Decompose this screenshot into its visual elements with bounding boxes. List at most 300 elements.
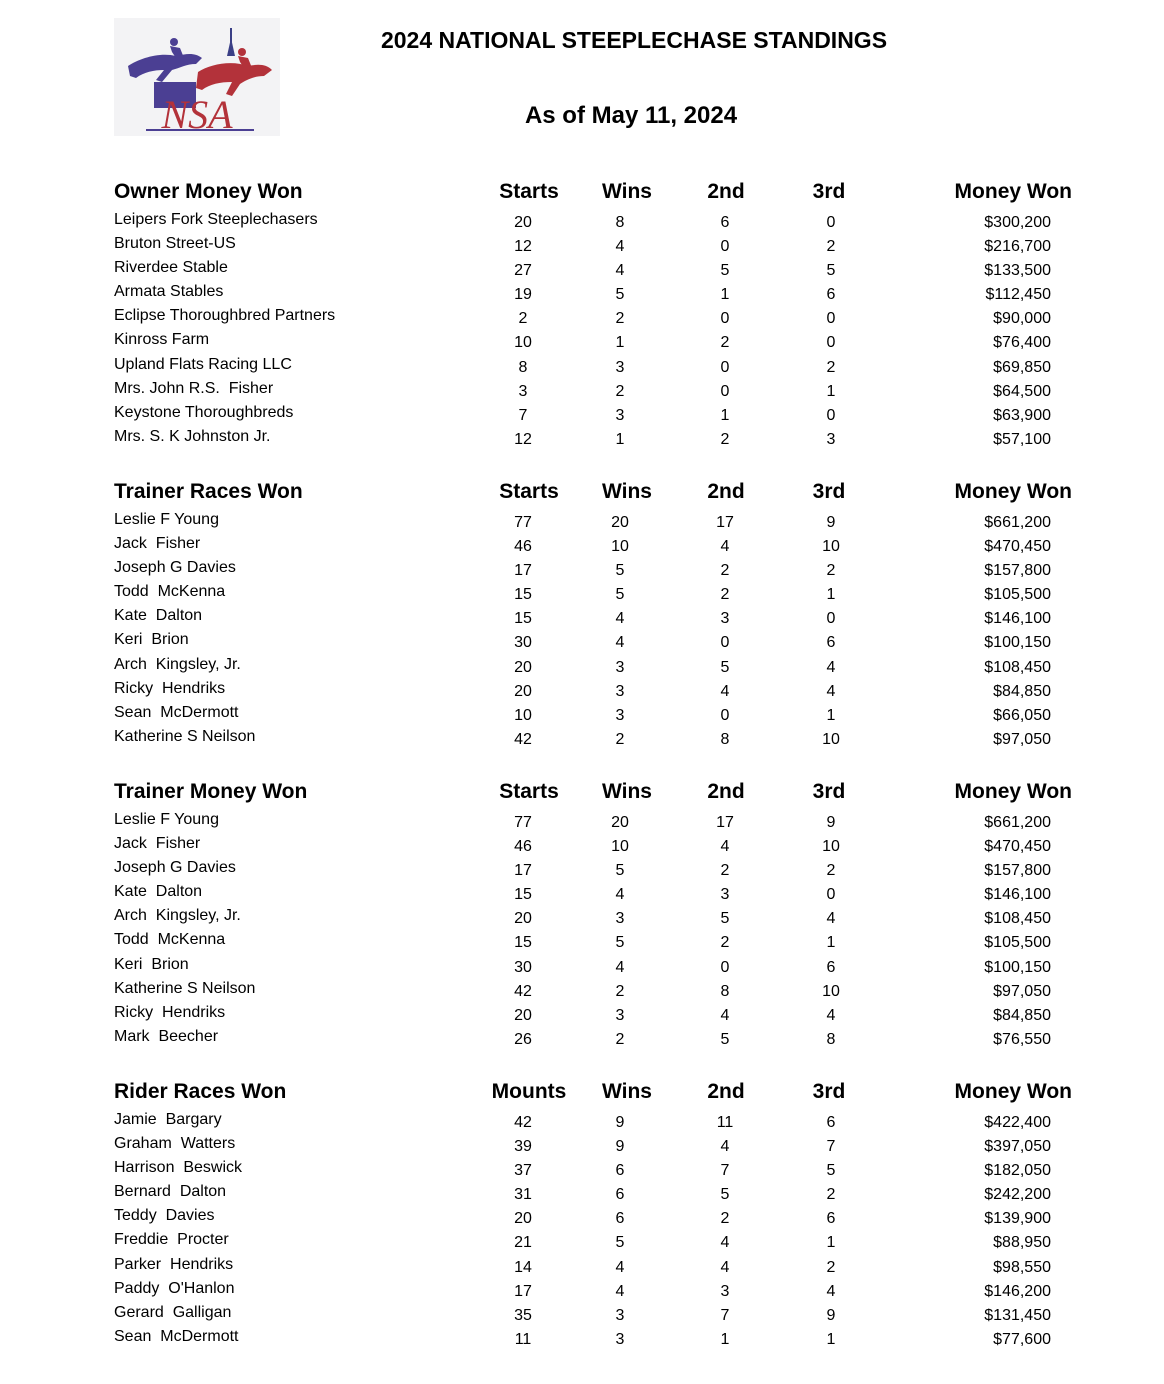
entrant-name: Mrs. John R.S. Fisher — [114, 379, 274, 397]
wins-cell: 1 — [615, 334, 625, 352]
second-cell: 2 — [720, 562, 730, 580]
money-won-cell: $139,900 — [984, 1210, 1051, 1228]
money-won-cell: $57,100 — [993, 430, 1051, 448]
table-row — [0, 234, 1164, 258]
money-won-cell: $66,050 — [993, 706, 1051, 724]
table-row — [0, 606, 1164, 630]
third-cell: 6 — [826, 1114, 836, 1131]
wins-cell: 9 — [615, 1114, 625, 1131]
entrant-name: Teddy Davies — [114, 1207, 215, 1225]
starts-cell: 46 — [514, 838, 532, 856]
third-cell: 10 — [822, 538, 840, 556]
starts-cell: 15 — [514, 934, 532, 952]
money-won-cell: $88,950 — [993, 1234, 1051, 1252]
wins-cell: 3 — [615, 658, 625, 676]
second-cell: 3 — [720, 886, 730, 904]
starts-cell: 27 — [514, 262, 532, 280]
entrant-name: Bruton Street-US — [114, 235, 236, 253]
logo-text: NSA — [161, 92, 233, 136]
second-cell: 4 — [720, 1006, 730, 1024]
starts-cell: 20 — [514, 682, 532, 700]
entrant-name: Mrs. S. K Johnston Jr. — [114, 427, 271, 445]
table-row — [0, 1303, 1164, 1327]
table-row — [0, 1255, 1164, 1279]
starts-cell: 12 — [514, 238, 532, 256]
entrant-name: Graham Watters — [114, 1135, 236, 1153]
third-cell: 9 — [826, 814, 836, 831]
table-row — [0, 1206, 1164, 1230]
table-row — [0, 1003, 1164, 1027]
column-header: Starts — [499, 180, 559, 203]
third-cell: 5 — [826, 262, 836, 280]
entrant-name: Jack Fisher — [114, 535, 201, 553]
page-subtitle: As of May 11, 2024 — [524, 102, 738, 129]
third-cell: 10 — [822, 730, 840, 748]
wins-cell: 4 — [615, 1258, 625, 1276]
wins-cell: 4 — [615, 262, 625, 280]
money-won-cell: $90,000 — [993, 310, 1051, 328]
third-cell: 6 — [826, 286, 836, 304]
section-title: Trainer Money Won — [114, 780, 308, 803]
wins-cell: 5 — [615, 562, 625, 580]
third-cell: 2 — [826, 358, 836, 376]
entrant-name: Jack Fisher — [114, 835, 201, 853]
column-header: Money Won — [954, 180, 1072, 203]
wins-cell: 5 — [615, 286, 625, 304]
standings-section — [0, 780, 1164, 1051]
entrant-name: Riverdee Stable — [114, 259, 228, 277]
table-row — [0, 810, 1164, 834]
second-cell: 7 — [720, 1306, 730, 1324]
starts-cell: 35 — [514, 1306, 532, 1324]
starts-cell: 11 — [514, 1330, 532, 1348]
starts-cell: 20 — [514, 1210, 532, 1228]
second-cell: 2 — [720, 586, 730, 604]
table-row — [0, 210, 1164, 234]
column-header: Starts — [499, 780, 559, 803]
section-title: Owner Money Won — [114, 180, 303, 203]
starts-cell: 21 — [514, 1234, 532, 1252]
entrant-name: Armata Stables — [114, 283, 224, 301]
wins-cell: 2 — [615, 982, 625, 1000]
column-header: 2nd — [707, 480, 745, 503]
money-won-cell: $97,050 — [993, 730, 1051, 748]
starts-cell: 30 — [514, 634, 532, 652]
starts-cell: 42 — [514, 982, 532, 1000]
second-cell: 4 — [720, 1234, 730, 1252]
third-cell: 1 — [826, 586, 836, 604]
starts-cell: 14 — [514, 1258, 532, 1276]
table-row — [0, 679, 1164, 703]
money-won-cell: $108,450 — [984, 658, 1051, 676]
table-row — [0, 703, 1164, 727]
third-cell: 9 — [826, 1306, 836, 1324]
money-won-cell: $100,150 — [984, 634, 1051, 652]
second-cell: 4 — [720, 1258, 730, 1276]
section-header — [0, 780, 1164, 810]
entrant-name: Ricky Hendriks — [114, 679, 226, 697]
money-won-cell: $470,450 — [984, 838, 1051, 856]
table-row — [0, 1182, 1164, 1206]
entrant-name: Arch Kingsley, Jr. — [114, 907, 241, 925]
column-header: Wins — [602, 480, 652, 503]
table-row — [0, 558, 1164, 582]
third-cell: 4 — [826, 1282, 836, 1300]
starts-cell: 12 — [514, 430, 532, 448]
second-cell: 5 — [720, 1030, 730, 1048]
money-won-cell: $105,500 — [984, 586, 1051, 604]
column-header: Wins — [602, 180, 652, 203]
third-cell: 6 — [826, 1210, 836, 1228]
starts-cell: 20 — [514, 214, 532, 231]
third-cell: 8 — [826, 1030, 836, 1048]
starts-cell: 20 — [514, 1006, 532, 1024]
second-cell: 0 — [720, 382, 730, 400]
column-header: 3rd — [812, 780, 846, 803]
wins-cell: 3 — [615, 910, 625, 928]
third-cell: 2 — [826, 1186, 836, 1204]
third-cell: 4 — [826, 1006, 836, 1024]
table-row — [0, 955, 1164, 979]
entrant-name: Jamie Bargary — [114, 1111, 222, 1128]
third-cell: 1 — [826, 382, 836, 400]
second-cell: 6 — [720, 214, 730, 231]
second-cell: 2 — [720, 1210, 730, 1228]
third-cell: 2 — [826, 238, 836, 256]
entrant-name: Todd McKenna — [114, 931, 226, 949]
entrant-name: Gerard Galligan — [114, 1303, 232, 1321]
standings-section — [0, 180, 1164, 451]
third-cell: 10 — [822, 838, 840, 856]
wins-cell: 5 — [615, 586, 625, 604]
column-header: 3rd — [812, 1080, 846, 1103]
wins-cell: 3 — [615, 358, 625, 376]
table-row — [0, 403, 1164, 427]
second-cell: 1 — [720, 1330, 730, 1348]
wins-cell: 20 — [611, 514, 629, 531]
column-header: Money Won — [954, 1080, 1072, 1103]
third-cell: 0 — [826, 214, 836, 231]
third-cell: 2 — [826, 562, 836, 580]
table-row — [0, 330, 1164, 354]
second-cell: 5 — [720, 658, 730, 676]
money-won-cell: $76,550 — [993, 1030, 1051, 1048]
money-won-cell: $157,800 — [984, 562, 1051, 580]
money-won-cell: $77,600 — [993, 1330, 1051, 1348]
starts-cell: 37 — [514, 1162, 532, 1180]
second-cell: 1 — [720, 406, 730, 424]
table-row — [0, 1110, 1164, 1134]
third-cell: 0 — [826, 886, 836, 904]
money-won-cell: $133,500 — [984, 262, 1051, 280]
starts-cell: 42 — [514, 1114, 532, 1131]
wins-cell: 9 — [615, 1138, 625, 1156]
third-cell: 3 — [826, 430, 836, 448]
money-won-cell: $182,050 — [984, 1162, 1051, 1180]
third-cell: 2 — [826, 1258, 836, 1276]
table-row — [0, 858, 1164, 882]
money-won-cell: $63,900 — [993, 406, 1051, 424]
table-row — [0, 1327, 1164, 1351]
second-cell: 0 — [720, 358, 730, 376]
table-row — [0, 1134, 1164, 1158]
entrant-name: Kate Dalton — [114, 607, 203, 625]
entrant-name: Keystone Thoroughbreds — [114, 403, 294, 421]
second-cell: 7 — [720, 1162, 730, 1180]
wins-cell: 2 — [615, 1030, 625, 1048]
table-row — [0, 306, 1164, 330]
third-cell: 0 — [826, 310, 836, 328]
starts-cell: 39 — [514, 1138, 532, 1156]
column-header: 3rd — [812, 180, 846, 203]
entrant-name: Joseph G Davies — [114, 859, 236, 877]
entrant-name: Keri Brion — [114, 955, 189, 973]
table-row — [0, 1158, 1164, 1182]
entrant-name: Todd McKenna — [114, 583, 226, 601]
section-header — [0, 180, 1164, 210]
money-won-cell: $470,450 — [984, 538, 1051, 556]
standings-section — [0, 480, 1164, 751]
second-cell: 2 — [720, 334, 730, 352]
money-won-cell: $397,050 — [984, 1138, 1051, 1156]
wins-cell: 8 — [615, 214, 625, 231]
money-won-cell: $84,850 — [993, 1006, 1051, 1024]
starts-cell: 19 — [514, 286, 532, 304]
column-header: 2nd — [707, 180, 745, 203]
column-header: 2nd — [707, 780, 745, 803]
wins-cell: 3 — [615, 1306, 625, 1324]
entrant-name: Upland Flats Racing LLC — [114, 355, 292, 373]
entrant-name: Keri Brion — [114, 631, 189, 649]
table-row — [0, 282, 1164, 306]
second-cell: 5 — [720, 1186, 730, 1204]
table-row — [0, 979, 1164, 1003]
money-won-cell: $242,200 — [984, 1186, 1051, 1204]
money-won-cell: $108,450 — [984, 910, 1051, 928]
money-won-cell: $112,450 — [985, 286, 1051, 304]
entrant-name: Mark Beecher — [114, 1027, 219, 1045]
entrant-name: Leslie F Young — [114, 811, 219, 828]
wins-cell: 3 — [615, 1330, 625, 1348]
starts-cell: 42 — [514, 730, 532, 748]
money-won-cell: $97,050 — [993, 982, 1051, 1000]
wins-cell: 5 — [615, 934, 625, 952]
entrant-name: Kate Dalton — [114, 883, 203, 901]
table-row — [0, 834, 1164, 858]
entrant-name: Bernard Dalton — [114, 1183, 227, 1201]
starts-cell: 17 — [514, 1282, 532, 1300]
column-header: Mounts — [491, 1080, 567, 1103]
third-cell: 4 — [826, 682, 836, 700]
money-won-cell: $69,850 — [993, 358, 1051, 376]
third-cell: 6 — [826, 958, 836, 976]
third-cell: 1 — [826, 934, 836, 952]
second-cell: 5 — [720, 910, 730, 928]
table-row — [0, 258, 1164, 282]
second-cell: 8 — [720, 982, 730, 1000]
wins-cell: 3 — [615, 406, 625, 424]
section-header — [0, 1080, 1164, 1110]
section-title: Trainer Races Won — [114, 480, 303, 503]
column-header: Wins — [602, 780, 652, 803]
third-cell: 7 — [826, 1138, 836, 1156]
starts-cell: 77 — [514, 514, 532, 531]
entrant-name: Arch Kingsley, Jr. — [114, 655, 241, 673]
money-won-cell: $300,200 — [984, 214, 1051, 231]
page-title: 2024 NATIONAL STEEPLECHASE STANDINGS — [380, 27, 888, 53]
entrant-name: Eclipse Thoroughbred Partners — [114, 307, 336, 325]
wins-cell: 2 — [615, 730, 625, 748]
third-cell: 4 — [826, 910, 836, 928]
money-won-cell: $422,400 — [984, 1114, 1051, 1131]
second-cell: 2 — [720, 862, 730, 880]
money-won-cell: $64,500 — [993, 382, 1051, 400]
wins-cell: 6 — [615, 1186, 625, 1204]
starts-cell: 17 — [514, 562, 532, 580]
entrant-name: Katherine S Neilson — [114, 727, 256, 745]
second-cell: 4 — [720, 1138, 730, 1156]
second-cell: 17 — [716, 814, 734, 831]
wins-cell: 3 — [615, 682, 625, 700]
third-cell: 0 — [826, 406, 836, 424]
starts-cell: 31 — [514, 1186, 532, 1204]
second-cell: 4 — [720, 682, 730, 700]
entrant-name: Joseph G Davies — [114, 559, 236, 577]
starts-cell: 46 — [514, 538, 532, 556]
starts-cell: 17 — [514, 862, 532, 880]
wins-cell: 3 — [615, 1006, 625, 1024]
wins-cell: 6 — [615, 1210, 625, 1228]
third-cell: 1 — [826, 1234, 836, 1252]
money-won-cell: $216,700 — [984, 238, 1051, 256]
table-row — [0, 510, 1164, 534]
entrant-name: Ricky Hendriks — [114, 1003, 226, 1021]
starts-cell: 2 — [518, 310, 528, 328]
column-header: Money Won — [954, 780, 1072, 803]
wins-cell: 4 — [615, 1282, 625, 1300]
second-cell: 0 — [720, 958, 730, 976]
starts-cell: 10 — [514, 706, 532, 724]
money-won-cell: $146,200 — [984, 1282, 1051, 1300]
starts-cell: 10 — [514, 334, 532, 352]
second-cell: 5 — [720, 262, 730, 280]
second-cell: 4 — [720, 838, 730, 856]
starts-cell: 20 — [514, 910, 532, 928]
second-cell: 17 — [716, 514, 734, 531]
money-won-cell: $76,400 — [993, 334, 1051, 352]
money-won-cell: $100,150 — [984, 958, 1051, 976]
starts-cell: 77 — [514, 814, 532, 831]
table-row — [0, 1230, 1164, 1254]
entrant-name: Sean McDermott — [114, 703, 239, 721]
second-cell: 8 — [720, 730, 730, 748]
third-cell: 1 — [826, 1330, 836, 1348]
wins-cell: 5 — [615, 1234, 625, 1252]
starts-cell: 3 — [518, 382, 528, 400]
second-cell: 0 — [720, 634, 730, 652]
table-row — [0, 1279, 1164, 1303]
money-won-cell: $146,100 — [984, 610, 1051, 628]
third-cell: 10 — [822, 982, 840, 1000]
second-cell: 1 — [720, 286, 730, 304]
column-header: Wins — [602, 1080, 652, 1103]
starts-cell: 8 — [518, 358, 528, 376]
second-cell: 2 — [720, 430, 730, 448]
third-cell: 2 — [826, 862, 836, 880]
column-header: 3rd — [812, 480, 846, 503]
wins-cell: 4 — [615, 238, 625, 256]
entrant-name: Freddie Procter — [114, 1231, 229, 1249]
second-cell: 2 — [720, 934, 730, 952]
entrant-name: Harrison Beswick — [114, 1159, 243, 1177]
second-cell: 3 — [720, 1282, 730, 1300]
section-title: Rider Races Won — [114, 1080, 287, 1103]
table-row — [0, 582, 1164, 606]
starts-cell: 15 — [514, 610, 532, 628]
starts-cell: 7 — [518, 406, 528, 424]
entrant-name: Katherine S Neilson — [114, 979, 256, 997]
table-row — [0, 906, 1164, 930]
second-cell: 0 — [720, 310, 730, 328]
money-won-cell: $105,500 — [984, 934, 1051, 952]
table-row — [0, 534, 1164, 558]
money-won-cell: $661,200 — [984, 514, 1051, 531]
second-cell: 3 — [720, 610, 730, 628]
table-row — [0, 355, 1164, 379]
wins-cell: 1 — [615, 430, 625, 448]
money-won-cell: $661,200 — [984, 814, 1051, 831]
column-header: Money Won — [954, 480, 1072, 503]
entrant-name: Sean McDermott — [114, 1327, 239, 1345]
starts-cell: 30 — [514, 958, 532, 976]
second-cell: 11 — [716, 1114, 734, 1131]
section-header — [0, 480, 1164, 510]
wins-cell: 4 — [615, 886, 625, 904]
wins-cell: 4 — [615, 634, 625, 652]
column-header: Starts — [499, 480, 559, 503]
table-row — [0, 630, 1164, 654]
second-cell: 4 — [720, 538, 730, 556]
second-cell: 0 — [720, 706, 730, 724]
money-won-cell: $98,550 — [993, 1258, 1051, 1276]
entrant-name: Leslie F Young — [114, 511, 219, 528]
wins-cell: 2 — [615, 382, 625, 400]
entrant-name: Parker Hendriks — [114, 1255, 234, 1273]
wins-cell: 2 — [615, 310, 625, 328]
table-row — [0, 427, 1164, 451]
wins-cell: 10 — [611, 838, 629, 856]
table-row — [0, 727, 1164, 751]
money-won-cell: $157,800 — [984, 862, 1051, 880]
entrant-name: Leipers Fork Steeplechasers — [114, 211, 318, 228]
starts-cell: 20 — [514, 658, 532, 676]
third-cell: 0 — [826, 610, 836, 628]
column-header: 2nd — [707, 1080, 745, 1103]
third-cell: 0 — [826, 334, 836, 352]
standings-section — [0, 1080, 1164, 1351]
wins-cell: 10 — [611, 538, 629, 556]
money-won-cell: $146,100 — [984, 886, 1051, 904]
table-row — [0, 930, 1164, 954]
starts-cell: 15 — [514, 886, 532, 904]
starts-cell: 26 — [514, 1030, 532, 1048]
third-cell: 6 — [826, 634, 836, 652]
wins-cell: 5 — [615, 862, 625, 880]
third-cell: 4 — [826, 658, 836, 676]
table-row — [0, 882, 1164, 906]
table-row — [0, 1027, 1164, 1051]
third-cell: 9 — [826, 514, 836, 531]
